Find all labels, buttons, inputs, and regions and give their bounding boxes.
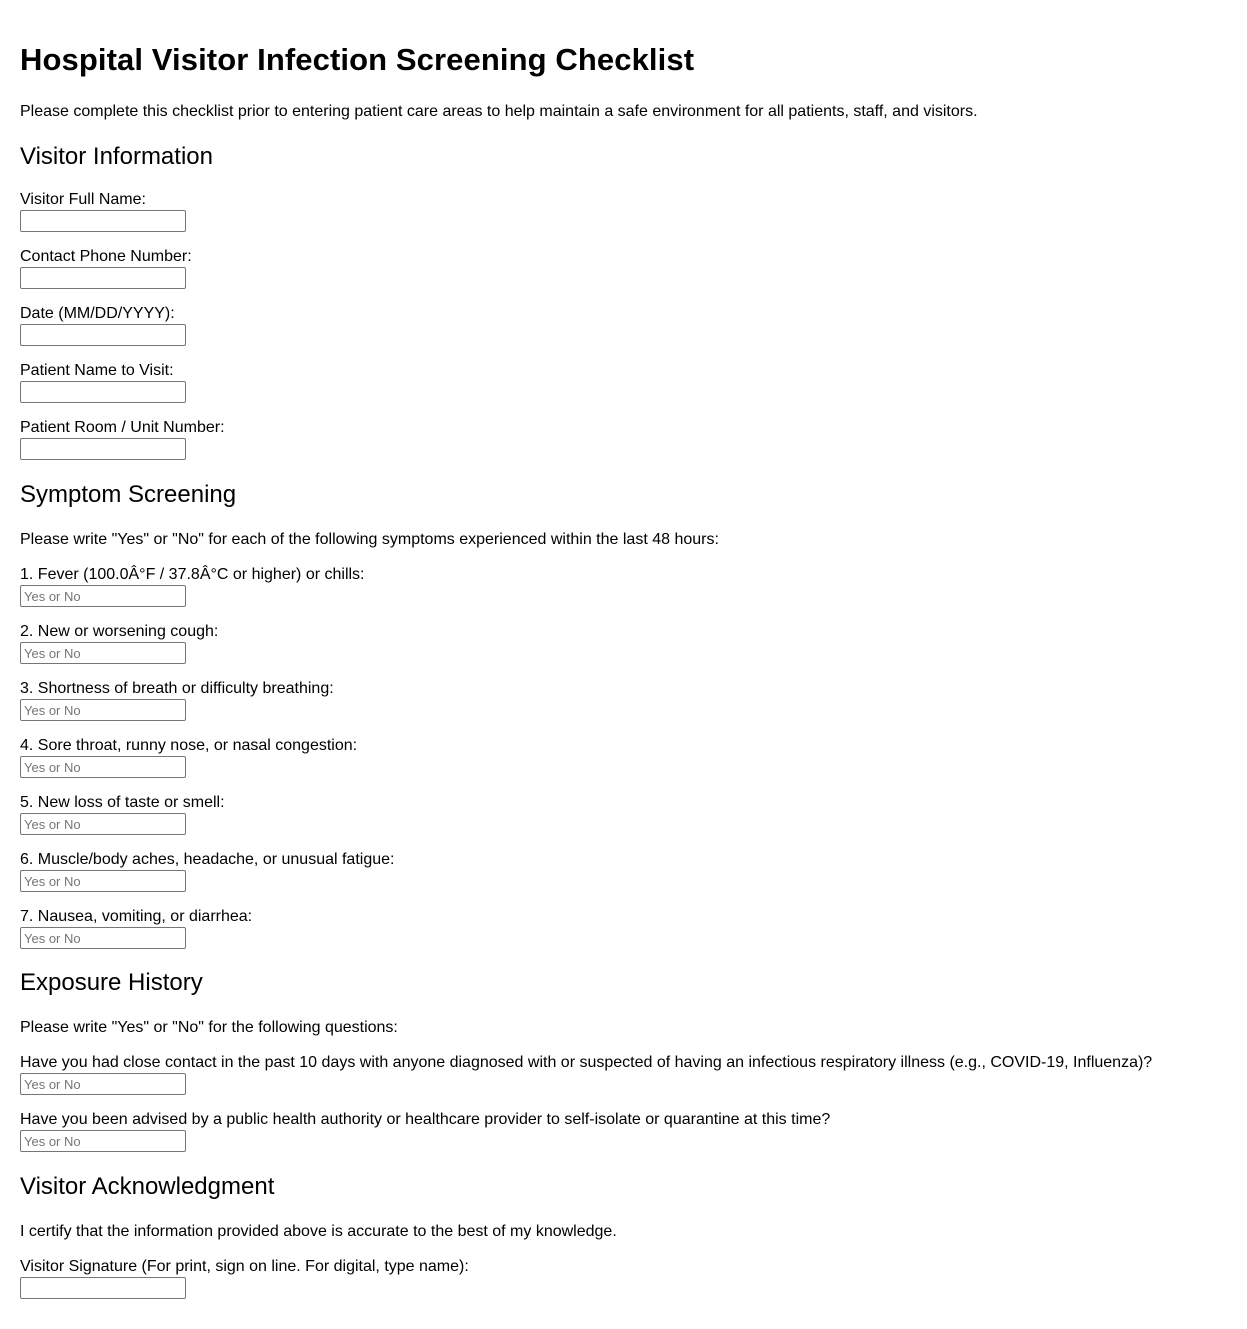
page-title: Hospital Visitor Infection Screening Checklist [20,42,695,77]
exposure-quarantine-label: Have you been advised by a public health authority or healthcare provider to self-isolate or quarantine at this time? [20,1111,831,1128]
screening-form [0,41,1247,1299]
signature-input[interactable] [20,1277,186,1299]
exposure-contact-label: Have you had close contact in the past 10 days with anyone diagnosed with or suspected of having an infectious respiratory illness (e.g., COVID-19, Influenza)? [20,1054,1153,1071]
intro-text: Please complete this checklist prior to entering patient care areas to help maintain a safe environment for all patients, staff, and visitors. [20,103,978,120]
signature-field [20,1257,1227,1299]
symptom-fever-input[interactable] [20,585,186,607]
exposure-instruction: Please write "Yes" or "No" for the following questions: [20,1019,398,1036]
visitor-info-heading: Visitor Information [20,143,213,170]
symptom-cough-input[interactable] [20,642,186,664]
symptom-screening-heading: Symptom Screening [20,481,237,508]
symptom-taste-smell-field [20,793,1227,835]
signature-label: Visitor Signature (For print, sign on line. For digital, type name): [20,1258,469,1275]
patient-name-field [20,361,1227,403]
acknowledgment-heading: Visitor Acknowledgment [20,1173,275,1200]
symptom-cough-field [20,622,1227,664]
contact-phone-field [20,247,1227,289]
symptom-aches-field [20,850,1227,892]
visitor-name-input[interactable] [20,210,186,232]
date-label: Date (MM/DD/YYYY): [20,305,175,322]
symptom-aches-label: 6. Muscle/body aches, headache, or unusual fatigue: [20,851,395,868]
exposure-quarantine-input[interactable] [20,1130,186,1152]
date-field [20,304,1227,346]
symptom-throat-label: 4. Sore throat, runny nose, or nasal congestion: [20,737,358,754]
exposure-contact-field [20,1053,1227,1095]
symptom-breath-field [20,679,1227,721]
symptom-taste-smell-input[interactable] [20,813,186,835]
symptom-breath-label: 3. Shortness of breath or difficulty breathing: [20,680,334,697]
patient-name-input[interactable] [20,381,186,403]
exposure-quarantine-field [20,1110,1227,1152]
exposure-contact-input[interactable] [20,1073,186,1095]
patient-room-field [20,418,1227,460]
symptom-fever-field [20,565,1227,607]
exposure-history-heading: Exposure History [20,969,203,996]
symptom-throat-field [20,736,1227,778]
symptom-breath-input[interactable] [20,699,186,721]
contact-phone-input[interactable] [20,267,186,289]
date-input[interactable] [20,324,186,346]
patient-name-label: Patient Name to Visit: [20,362,174,379]
symptom-nausea-input[interactable] [20,927,186,949]
contact-phone-label: Contact Phone Number: [20,248,192,265]
symptom-nausea-field [20,907,1227,949]
visitor-name-label: Visitor Full Name: [20,191,146,208]
patient-room-label: Patient Room / Unit Number: [20,419,225,436]
symptom-throat-input[interactable] [20,756,186,778]
symptom-nausea-label: 7. Nausea, vomiting, or diarrhea: [20,908,253,925]
symptom-fever-label: 1. Fever (100.0Â°F / 37.8Â°C or higher) or chills: [20,566,365,583]
symptom-aches-input[interactable] [20,870,186,892]
symptom-taste-smell-label: 5. New loss of taste or smell: [20,794,225,811]
acknowledgment-statement: I certify that the information provided above is accurate to the best of my knowledge. [20,1223,617,1240]
visitor-name-field [20,190,1227,232]
symptom-instruction: Please write "Yes" or "No" for each of the following symptoms experienced within the last 48 hours: [20,531,719,548]
patient-room-input[interactable] [20,438,186,460]
symptom-cough-label: 2. New or worsening cough: [20,623,219,640]
